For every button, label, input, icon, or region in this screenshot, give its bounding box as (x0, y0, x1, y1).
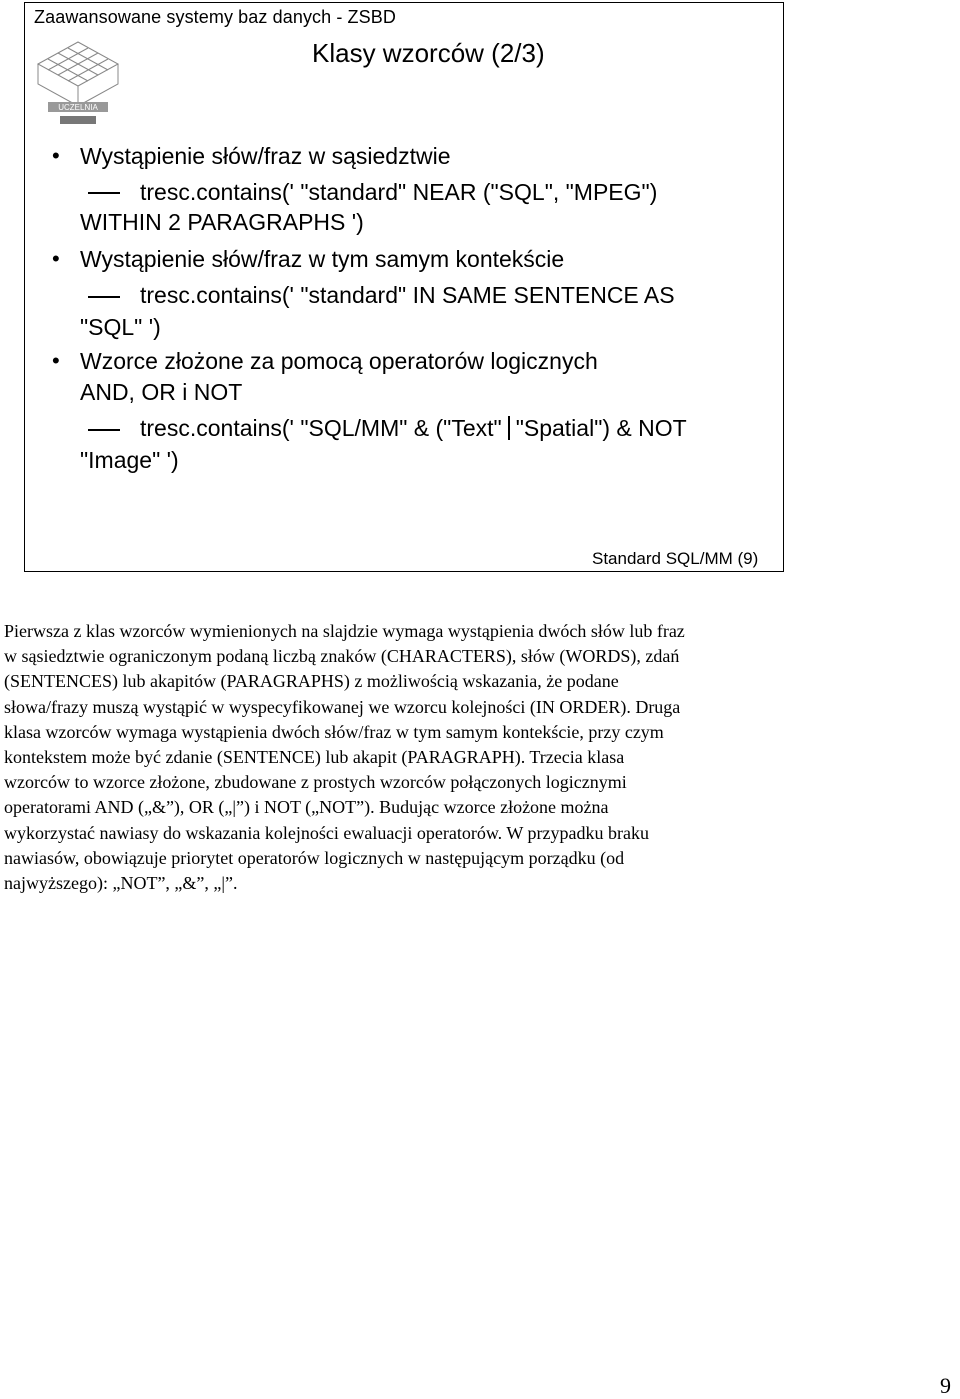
course-header: Zaawansowane systemy baz danych - ZSBD (34, 7, 396, 27)
pipe-operator-icon (508, 416, 510, 440)
slide-title: Klasy wzorców (2/3) (312, 38, 545, 68)
bullet-text: Wystąpienie słów/fraz w sąsiedztwie (80, 143, 451, 169)
notes-line: najwyższego): „NOT”, „&”, „|”. (4, 873, 238, 894)
sub-bullet-text: WITHIN 2 PARAGRAPHS ') (80, 209, 364, 235)
sub-bullet-text: tresc.contains(' "standard" NEAR ("SQL", "MPEG") (140, 179, 658, 205)
bullet-text: Wzorce złożone za pomocą operatorów logicznych (80, 348, 598, 374)
university-logo-icon (34, 34, 122, 130)
sub-bullet-text: "Image" ') (80, 447, 179, 473)
speaker-notes (4, 619, 804, 896)
dash-icon (88, 296, 120, 298)
notes-line: operatorami AND („&”), OR („|”) i NOT („NOT”). Budując wzorce złożone można (4, 797, 609, 818)
notes-line: kontekstem może być zdanie (SENTENCE) lub akapit (PARAGRAPH). Trzecia klasa (4, 747, 625, 768)
svg-text:UCZELNIA: UCZELNIA (58, 103, 98, 112)
dash-icon (88, 192, 120, 194)
query-part: "Spatial") & NOT (515, 415, 687, 441)
sub-bullet-text (140, 412, 687, 444)
bullet-dot-icon: • (52, 348, 60, 373)
sub-bullet-text: "SQL" ') (80, 314, 161, 340)
slide-footer: Standard SQL/MM (9) (592, 549, 759, 568)
page-number: 9 (940, 1373, 951, 1398)
notes-line: w sąsiedztwie ograniczonym podaną liczbą znaków (CHARACTERS), słów (WORDS), zdań (4, 646, 680, 667)
bullet-dot-icon: • (52, 246, 60, 271)
bullet-text: AND, OR i NOT (80, 379, 243, 405)
query-part: tresc.contains(' "SQL/MM" & ("Text" (140, 415, 502, 441)
bullet-text: Wystąpienie słów/fraz w tym samym kontekście (80, 246, 565, 272)
notes-line: słowa/frazy muszą wystąpić w wyspecyfikowanej we wzorcu kolejności (IN ORDER). Druga (4, 696, 681, 717)
bullet-dot-icon: • (52, 143, 60, 168)
notes-line: (SENTENCES) lub akapitów (PARAGRAPHS) z możliwością wskazania, że podane (4, 671, 619, 692)
notes-line: wzorców to wzorce złożone, zbudowane z prostych wzorców połączonych logicznymi (4, 772, 627, 793)
notes-line: wykorzystać nawiasy do wskazania kolejności ewaluacji operatorów. W przypadku braku (4, 822, 649, 843)
notes-line: Pierwsza z klas wzorców wymienionych na slajdzie wymaga wystąpienia dwóch słów lub fraz (4, 621, 685, 641)
notes-line: klasa wzorców wymaga wystąpienia dwóch słów/fraz w tym samym kontekście, przy czym (4, 721, 664, 742)
notes-line: nawiasów, obowiązuje priorytet operatorów logicznych w następującym porządku (od (4, 847, 625, 868)
dash-icon (88, 429, 120, 431)
sub-bullet-text: tresc.contains(' "standard" IN SAME SENTENCE AS (140, 282, 675, 308)
